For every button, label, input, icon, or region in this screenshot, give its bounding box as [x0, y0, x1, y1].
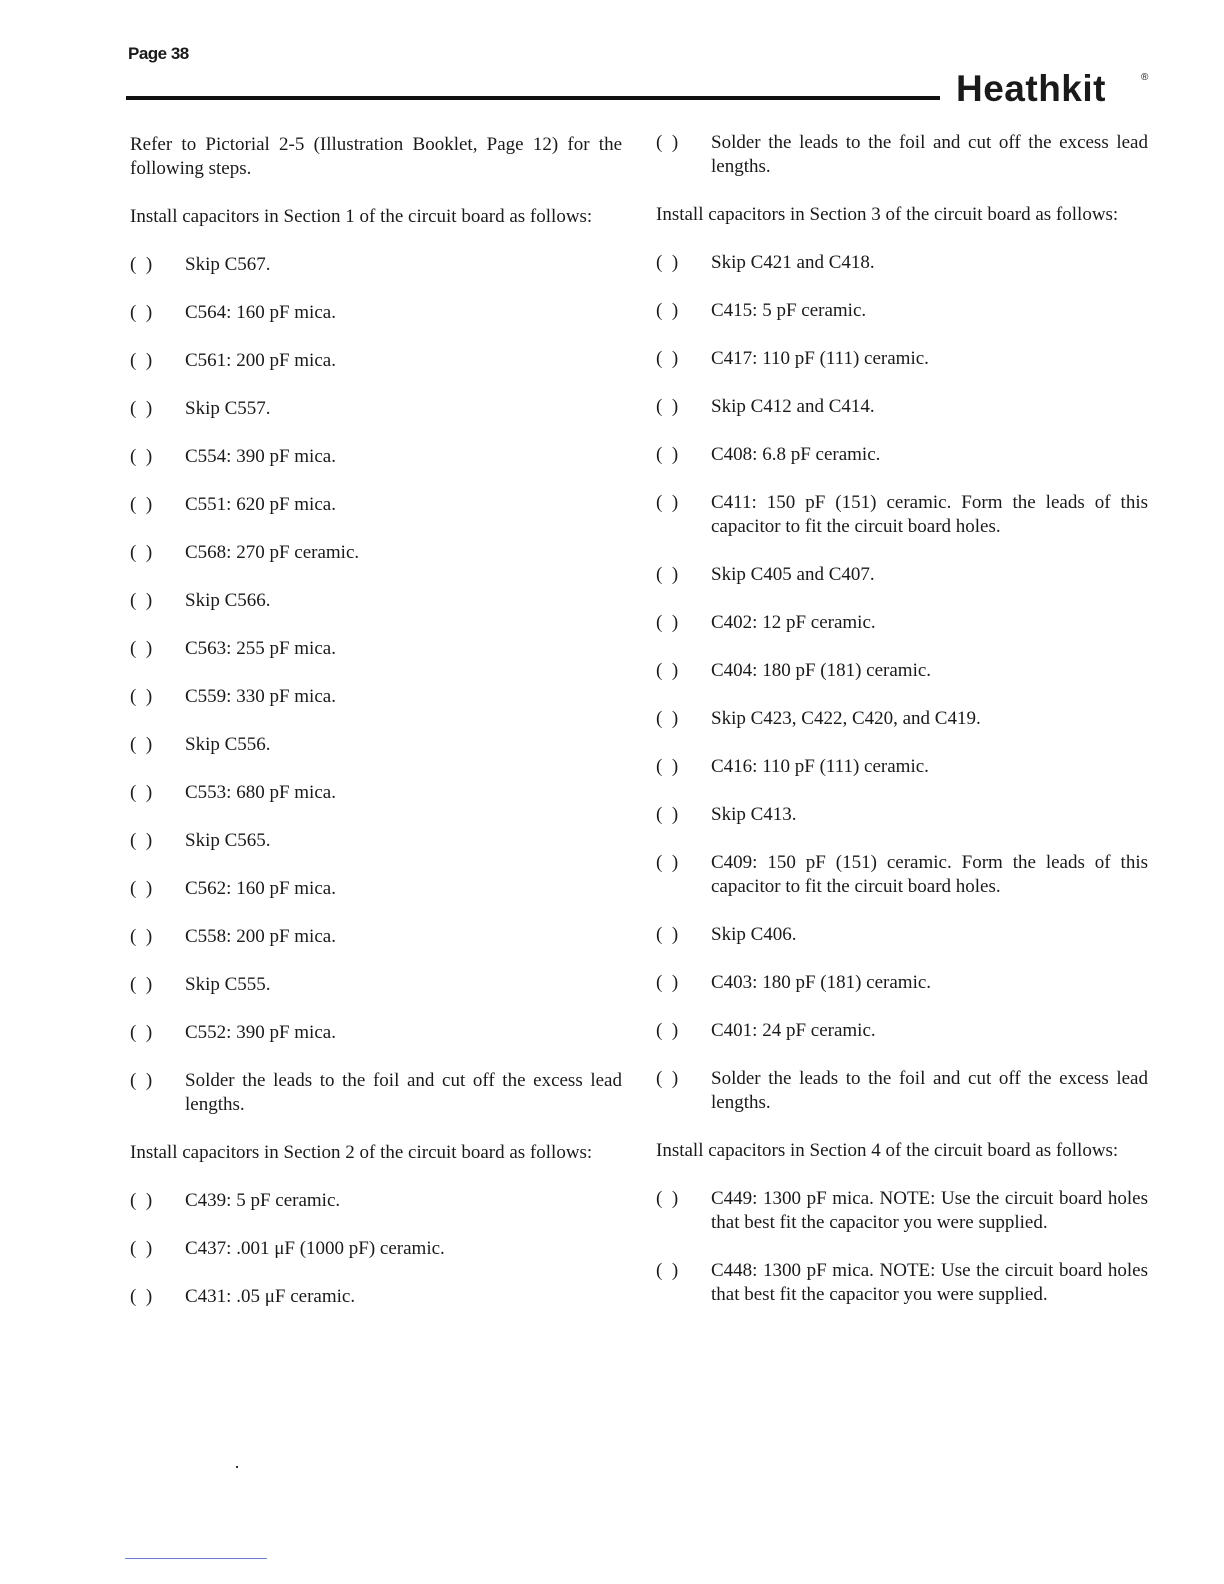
step-item[interactable]: [130, 781, 622, 805]
step-item[interactable]: [656, 395, 1148, 419]
step-text: Skip C405 and C407.: [711, 564, 875, 585]
step-item[interactable]: [656, 299, 1148, 323]
checkbox[interactable]: ( ): [656, 1068, 679, 1089]
checkbox[interactable]: ( ): [130, 974, 153, 995]
section4-heading: Install capacitors in Section 4 of the circuit board as follows:: [656, 1140, 1119, 1161]
checkbox[interactable]: ( ): [656, 348, 679, 369]
step-item[interactable]: [656, 443, 1148, 467]
step-item[interactable]: [130, 925, 622, 949]
step-text: C401: 24 pF ceramic.: [711, 1020, 876, 1041]
step-item[interactable]: [656, 251, 1148, 275]
checkbox[interactable]: ( ): [130, 878, 153, 899]
step-item[interactable]: [130, 973, 622, 997]
step-text: C439: 5 pF ceramic.: [185, 1190, 341, 1211]
step-text: C448: 1300 pF mica. NOTE: Use the circuit board holes that best fit the capacitor you were supplied.: [711, 1260, 1148, 1305]
section3-steps: [656, 251, 1148, 1115]
checkbox[interactable]: ( ): [130, 734, 153, 755]
step-item[interactable]: [130, 397, 622, 421]
step-text: Solder the leads to the foil and cut off the excess lead lengths.: [711, 1068, 1148, 1113]
left-column: [130, 133, 622, 1309]
checkbox[interactable]: ( ): [130, 686, 153, 707]
section4-steps: [656, 1187, 1148, 1307]
checkbox[interactable]: ( ): [656, 612, 679, 633]
step-item[interactable]: [130, 685, 622, 709]
step-item[interactable]: [130, 1069, 622, 1117]
step-item[interactable]: [130, 829, 622, 853]
step-item[interactable]: [656, 851, 1148, 899]
step-item[interactable]: [656, 611, 1148, 635]
step-text: C559: 330 pF mica.: [185, 686, 336, 707]
step-text: Skip C565.: [185, 830, 271, 851]
step-item[interactable]: [130, 877, 622, 901]
step-text: C409: 150 pF (151) ceramic. Form the leads of this capacitor to fit the circuit board holes.: [711, 852, 1148, 897]
checkbox[interactable]: ( ): [656, 804, 679, 825]
step-item[interactable]: [656, 563, 1148, 587]
checkbox[interactable]: ( ): [130, 782, 153, 803]
checkbox[interactable]: ( ): [130, 1022, 153, 1043]
step-text: Skip C421 and C418.: [711, 252, 875, 273]
step-text: C411: 150 pF (151) ceramic. Form the leads of this capacitor to fit the circuit board holes.: [711, 492, 1148, 537]
step-item[interactable]: [130, 541, 622, 565]
checkbox[interactable]: ( ): [656, 1020, 679, 1041]
checkbox[interactable]: ( ): [130, 542, 153, 563]
page-number: Page 38: [128, 44, 189, 63]
step-item[interactable]: [656, 923, 1148, 947]
step-item[interactable]: [130, 349, 622, 373]
brand-registered-mark: ®: [1141, 72, 1149, 83]
step-text: C403: 180 pF (181) ceramic.: [711, 972, 932, 993]
section2-steps: [130, 1189, 622, 1309]
stray-dot: [236, 1466, 238, 1468]
checkbox[interactable]: ( ): [130, 302, 153, 323]
step-item[interactable]: [130, 445, 622, 469]
intro-paragraph: Refer to Pictorial 2-5 (Illustration Booklet, Page 12) for the following steps.: [130, 134, 622, 179]
checkbox[interactable]: ( ): [130, 638, 153, 659]
checkbox[interactable]: ( ): [130, 350, 153, 371]
step-item[interactable]: [656, 1067, 1148, 1115]
step-item[interactable]: [656, 491, 1148, 539]
checkbox[interactable]: ( ): [656, 756, 679, 777]
step-text: Skip C566.: [185, 590, 271, 611]
section1-steps: [130, 253, 622, 1117]
checkbox[interactable]: ( ): [130, 254, 153, 275]
step-text: Skip C567.: [185, 254, 271, 275]
step-text: Skip C413.: [711, 804, 797, 825]
step-item[interactable]: [656, 1259, 1148, 1307]
header-rule: [126, 96, 940, 100]
checkbox[interactable]: ( ): [130, 398, 153, 419]
checkbox[interactable]: ( ): [656, 660, 679, 681]
checkbox[interactable]: ( ): [656, 852, 679, 873]
step-text: C404: 180 pF (181) ceramic.: [711, 660, 932, 681]
checkbox[interactable]: ( ): [656, 924, 679, 945]
step-text: C408: 6.8 pF ceramic.: [711, 444, 881, 465]
checkbox[interactable]: ( ): [130, 1238, 153, 1259]
section1-heading: Install capacitors in Section 1 of the circuit board as follows:: [130, 206, 593, 227]
step-item[interactable]: [130, 493, 622, 517]
step-item[interactable]: [656, 803, 1148, 827]
step-text: C561: 200 pF mica.: [185, 350, 336, 371]
step-text: C558: 200 pF mica.: [185, 926, 336, 947]
footer-line: [125, 1558, 267, 1559]
checkbox[interactable]: ( ): [656, 396, 679, 417]
step-item[interactable]: [130, 733, 622, 757]
step-text: C551: 620 pF mica.: [185, 494, 336, 515]
step-text: Skip C412 and C414.: [711, 396, 875, 417]
checkbox[interactable]: ( ): [130, 446, 153, 467]
step-text: C416: 110 pF (111) ceramic.: [711, 756, 929, 777]
step-item[interactable]: [130, 1237, 622, 1261]
step-text: Solder the leads to the foil and cut off the excess lead lengths.: [711, 132, 1148, 177]
checkbox[interactable]: ( ): [656, 492, 679, 513]
checkbox[interactable]: ( ): [656, 564, 679, 585]
step-text: C449: 1300 pF mica. NOTE: Use the circuit board holes that best fit the capacitor you were supplied.: [711, 1188, 1148, 1233]
step-item[interactable]: [130, 637, 622, 661]
step-item[interactable]: [130, 1285, 622, 1309]
step-text: C402: 12 pF ceramic.: [711, 612, 876, 633]
step-text: Skip C406.: [711, 924, 797, 945]
step-text: Skip C557.: [185, 398, 271, 419]
brand-logo: Heathkit: [956, 68, 1106, 109]
step-item[interactable]: [656, 755, 1148, 779]
step-text: Solder the leads to the foil and cut off the excess lead lengths.: [185, 1070, 622, 1115]
step-item[interactable]: [656, 1187, 1148, 1235]
step-text: Skip C423, C422, C420, and C419.: [711, 708, 981, 729]
step-item[interactable]: [656, 1019, 1148, 1043]
checkbox[interactable]: ( ): [656, 972, 679, 993]
checkbox[interactable]: ( ): [656, 1260, 679, 1281]
step-item[interactable]: [656, 659, 1148, 683]
step-item[interactable]: [130, 589, 622, 613]
step-text: C552: 390 pF mica.: [185, 1022, 336, 1043]
step-text: C553: 680 pF mica.: [185, 782, 336, 803]
checkbox[interactable]: ( ): [656, 132, 679, 153]
step-item[interactable]: [130, 253, 622, 277]
step-text: C415: 5 pF ceramic.: [711, 300, 867, 321]
checkbox[interactable]: ( ): [130, 830, 153, 851]
step-item[interactable]: [656, 971, 1148, 995]
step-item[interactable]: [656, 347, 1148, 371]
step-item[interactable]: [656, 707, 1148, 731]
checkbox[interactable]: ( ): [656, 1188, 679, 1209]
section2-heading: Install capacitors in Section 2 of the circuit board as follows:: [130, 1142, 593, 1163]
step-text: C563: 255 pF mica.: [185, 638, 336, 659]
checkbox[interactable]: ( ): [130, 494, 153, 515]
section3-heading: Install capacitors in Section 3 of the circuit board as follows:: [656, 204, 1119, 225]
step-text: C417: 110 pF (111) ceramic.: [711, 348, 929, 369]
checkbox[interactable]: ( ): [130, 926, 153, 947]
checkbox[interactable]: ( ): [130, 1190, 153, 1211]
checkbox[interactable]: ( ): [130, 1286, 153, 1307]
step-text: C562: 160 pF mica.: [185, 878, 336, 899]
step-text: Skip C555.: [185, 974, 271, 995]
checkbox[interactable]: ( ): [656, 708, 679, 729]
step-item[interactable]: [130, 301, 622, 325]
right-column: [656, 131, 1148, 1307]
step-text: Skip C556.: [185, 734, 271, 755]
checkbox[interactable]: ( ): [130, 1070, 153, 1091]
step-item[interactable]: [130, 1189, 622, 1213]
step-text: C568: 270 pF ceramic.: [185, 542, 360, 563]
checkbox[interactable]: ( ): [656, 252, 679, 273]
step-text: C564: 160 pF mica.: [185, 302, 336, 323]
step-item[interactable]: [656, 131, 1148, 179]
step-text: C431: .05 μF ceramic.: [185, 1286, 356, 1307]
checkbox[interactable]: ( ): [656, 300, 679, 321]
checkbox[interactable]: ( ): [130, 590, 153, 611]
step-text: C437: .001 μF (1000 pF) ceramic.: [185, 1238, 445, 1259]
step-item[interactable]: [130, 1021, 622, 1045]
step-text: C554: 390 pF mica.: [185, 446, 336, 467]
checkbox[interactable]: ( ): [656, 444, 679, 465]
